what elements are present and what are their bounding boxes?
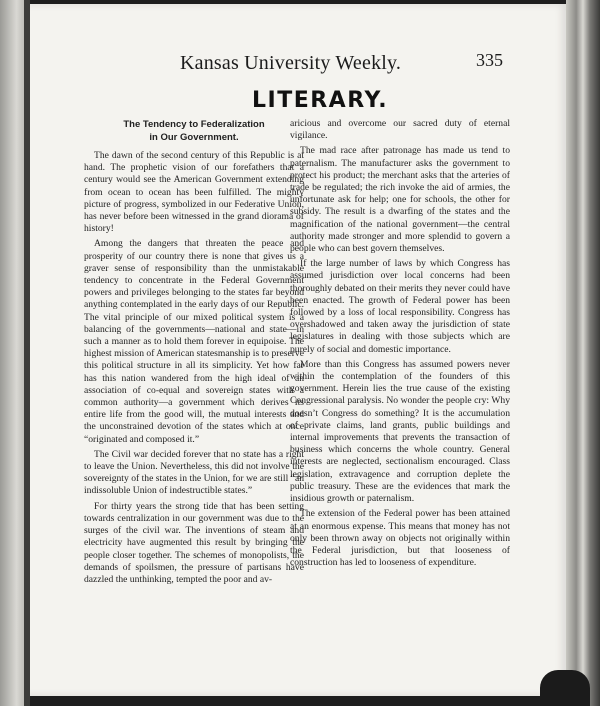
book-gutter (24, 0, 30, 706)
paragraph-4-start: For thirty years the strong tide that has been setting towards centralization in our government was due to the surges of the civil war. The inventions of steam and electricity have augmented this result by bringing the people closer together. The schemes of monopolists, the demands of spoilsmen, the pressure of partisans have dazzled the unthinking, tempted the poor and av- (84, 500, 304, 585)
paragraph-8: The extension of the Federal power has been attained at an enormous expense. This means that money has not only been thrown away on objects not originally within the Federal jurisdiction, but that looseness of construction has led to looseness of expenditure. (290, 508, 510, 569)
right-page-stack (566, 0, 600, 706)
right-column (290, 118, 510, 572)
article-title (84, 118, 304, 144)
paragraph-3: The Civil war decided forever that no state has a right to leave the Union. Nevertheless, this did not involve the sovereignty of the states in the Union, for we are still “an indissoluble Union of indestructible states.” (84, 448, 304, 497)
paragraph-2: Among the dangers that threaten the peace and prosperity of our country there is none that gives us a graver sense of responsibility than the unmistakable tendency to concentrate in the Federal Government powers and privileges belonging to the states far beyond anything contemplated in the early days of our Republic. The vital principle of our mixed political system is a balancing of the governments—national and state—in such a manner as to hold them forever in equipoise. The highest mission of American statesmanship is to preserve this political structure in all its simplicity. Yet how far has this nation wandered from the high ideal of an association of co-equal and sovereign states with a common authority—a government which derives its entire life from the good will, the mutual interests and the unconstrained devotion of the states which at once “originated and composed it.” (84, 238, 304, 445)
paragraph-7: More than this Congress has assumed powers never within the contemplation of the founders of this government. Herein lies the true cause of the existing Congressional paralysis. No wonder the people cry: Why doesn’t Congress do something? It is the accumulation of private claims, land grants, public buildings and internal improvements that prevents the transaction of business which concerns the whole country. General interests are neglected, sectionalism encouraged. Class legislation, extravagence and corruption deplete the public treasury. These are the evidences that mark the insidious growth or paternalism. (290, 358, 510, 505)
article-title-line-1: The Tendency to Federalization (123, 119, 265, 130)
running-head-title: Kansas University Weekly. (180, 52, 402, 74)
holding-thumb (540, 670, 590, 706)
paragraph-5: The mad race after patronage has made us tend to paternalism. The manufacturer asks the government to protect his product; the merchant asks that the arteries of trade be regulated; the rich invoke the aid of armies, the unfortunate ask for help; one for schools, the other for subsidy. The result is a dwarfing of the states and the magnification of the national government—the central authority made stronger and more splendid to govern a people who can best govern themselves. (290, 145, 510, 255)
paragraph-1: The dawn of the second century of this Republic is at hand. The prophetic vision of our forefathers that a century would see the American Government extending from ocean to ocean has been fulfilled. The mighty picture of progress, symbolized in our Federative Union, has never before been witnessed in the grand diorama of history! (84, 150, 304, 235)
article-title-line-2: in Our Government. (149, 132, 239, 143)
left-column (84, 118, 304, 589)
section-title: LITERARY. (252, 88, 389, 113)
paragraph-6: If the large number of laws by which Congress has assumed jurisdiction over local concerns had been thoroughly debated on their merits they never could have been enacted. The growth of Federal power has been followed by a loss of local responsibility. Congress has overshadowed and taken away the jurisdiction of state legislatures in dealing with those subjects which are purely of social and domestic importance. (290, 258, 510, 355)
page-number: 335 (476, 50, 503, 70)
paragraph-4-continued: aricious and overcome our sacred duty of eternal vigilance. (290, 118, 510, 142)
